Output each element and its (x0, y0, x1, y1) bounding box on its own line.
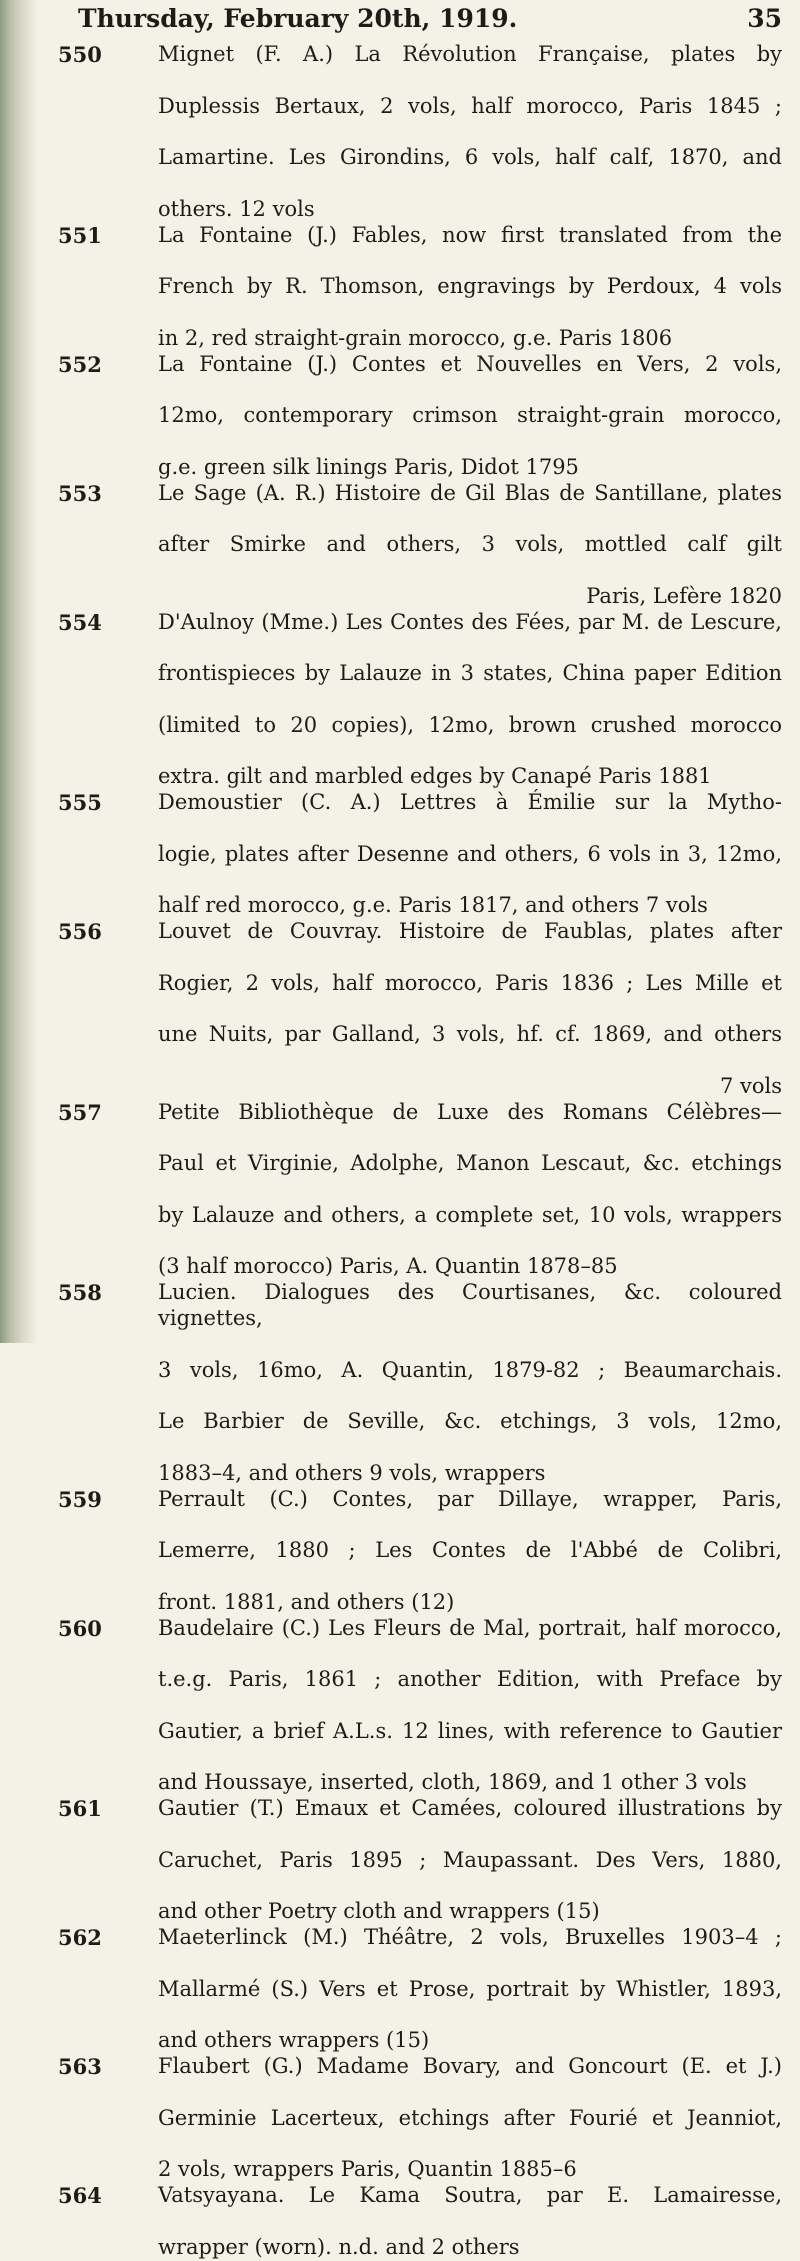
lot-entry (58, 610, 782, 791)
lot-number: 553 (58, 480, 102, 506)
lot-number: 561 (58, 1796, 102, 1822)
lot-line: and others wrappers (15) (158, 2028, 430, 2053)
lot-line: frontispieces by Lalauze in 3 states, China paper Edition (158, 661, 782, 686)
lot-line: La Fontaine (J.) Contes et Nouvelles en Vers, 2 vols, (158, 351, 782, 376)
lot-line: Le Barbier de Seville, &c. etchings, 3 vols, 12mo, (158, 1409, 782, 1434)
lot-line: others. 12 vols (158, 196, 315, 221)
lot-line: La Fontaine (J.) Fables, now first translated from the (158, 222, 782, 247)
lot-number: 560 (58, 1615, 102, 1641)
lot-line: Petite Bibliothèque de Luxe des Romans Célèbres— (158, 1099, 782, 1124)
lot-entry (58, 1280, 782, 1486)
lot-number: 551 (58, 222, 102, 248)
lot-entry (58, 223, 782, 352)
lot-entry (58, 481, 782, 610)
lot-entry (58, 2183, 782, 2260)
lot-line: Maeterlinck (M.) Théâtre, 2 vols, Bruxelles 1903–4 ; (158, 1925, 782, 1950)
lot-number: 558 (58, 1280, 102, 1306)
lot-line: Demoustier (C. A.) Lettres à Émilie sur la Mytho- (158, 790, 782, 815)
lot-line: (limited to 20 copies), 12mo, brown crushed morocco (158, 712, 782, 737)
lot-line: logie, plates after Desenne and others, 6 vols in 3, 12mo, (158, 841, 782, 866)
lot-number: 559 (58, 1486, 102, 1512)
lot-line: Vatsyayana. Le Kama Soutra, par E. Lamairesse, (158, 2183, 782, 2208)
lot-line: Paris, Lefère 1820 (586, 583, 782, 608)
lot-line: Flaubert (G.) Madame Bovary, and Goncourt (E. et J.) (158, 2054, 782, 2079)
lot-number: 563 (58, 2054, 102, 2080)
lot-line: 1883–4, and others 9 vols, wrappers (158, 1460, 546, 1485)
header-date: Thursday, February 20th, 1919. (78, 4, 518, 33)
lot-line: D'Aulnoy (Mme.) Les Contes des Fées, par M. de Lescure, (158, 609, 782, 634)
lot-line: 3 vols, 16mo, A. Quantin, 1879-82 ; Beaumarchais. (158, 1357, 782, 1382)
lot-line: une Nuits, par Galland, 3 vols, hf. cf. 1869, and others (158, 1022, 782, 1047)
lot-line: Mallarmé (S.) Vers et Prose, portrait by Whistler, 1893, (158, 1976, 782, 2001)
lot-line: Mignet (F. A.) La Révolution Française, plates by (158, 42, 782, 66)
lot-list (58, 42, 782, 2261)
lot-line: and Houssaye, inserted, cloth, 1869, and 1 other 3 vols (158, 1770, 747, 1795)
catalogue-page (58, 4, 782, 2261)
lot-entry (58, 1487, 782, 1616)
lot-line: front. 1881, and others (12) (158, 1589, 455, 1614)
lot-line: wrapper (worn). n.d. and 2 others (158, 2234, 520, 2259)
lot-line: 7 vols (719, 1073, 782, 1098)
lot-line: in 2, red straight-grain morocco, g.e. Paris 1806 (158, 325, 673, 350)
lot-number: 557 (58, 1099, 102, 1125)
running-header (58, 4, 782, 40)
lot-line: Lemerre, 1880 ; Les Contes de l'Abbé de Colibri, (158, 1538, 782, 1563)
lot-entry (58, 42, 782, 223)
page-number: 35 (747, 4, 782, 33)
lot-entry (58, 1796, 782, 1925)
lot-line: Perrault (C.) Contes, par Dillaye, wrapper, Paris, (158, 1486, 782, 1511)
page-edge-shadow (0, 0, 38, 1343)
lot-line: 12mo, contemporary crimson straight-grain morocco, (158, 403, 782, 428)
lot-entry (58, 919, 782, 1100)
lot-line: Gautier (T.) Emaux et Camées, coloured illustrations by (158, 1796, 782, 1821)
lot-line: and other Poetry cloth and wrappers (15) (158, 1899, 600, 1924)
lot-line: Louvet de Couvray. Histoire de Faublas, plates after (158, 919, 782, 944)
lot-line: French by R. Thomson, engravings by Perdoux, 4 vols (158, 274, 782, 299)
lot-line: 2 vols, wrappers Paris, Quantin 1885–6 (158, 2157, 577, 2182)
lot-number: 552 (58, 351, 102, 377)
lot-line: Baudelaire (C.) Les Fleurs de Mal, portrait, half morocco, (158, 1615, 782, 1640)
lot-number: 550 (58, 42, 102, 67)
lot-line: Lamartine. Les Girondins, 6 vols, half calf, 1870, and (158, 145, 782, 170)
lot-line: by Lalauze and others, a complete set, 10 vols, wrappers (158, 1202, 782, 1227)
lot-entry (58, 352, 782, 481)
lot-line: Caruchet, Paris 1895 ; Maupassant. Des Vers, 1880, (158, 1847, 782, 1872)
lot-line: (3 half morocco) Paris, A. Quantin 1878–85 (158, 1254, 618, 1279)
lot-number: 562 (58, 1925, 102, 1951)
lot-number: 554 (58, 609, 102, 635)
lot-entry (58, 2054, 782, 2183)
lot-entry (58, 790, 782, 919)
lot-number: 556 (58, 919, 102, 945)
lot-entry (58, 1925, 782, 2054)
lot-line: Germinie Lacerteux, etchings after Fourié et Jeanniot, (158, 2105, 782, 2130)
lot-line: Gautier, a brief A.L.s. 12 lines, with reference to Gautier (158, 1718, 782, 1743)
lot-number: 564 (58, 2183, 102, 2209)
lot-line: Rogier, 2 vols, half morocco, Paris 1836 ; Les Mille et (158, 970, 782, 995)
lot-line: half red morocco, g.e. Paris 1817, and others 7 vols (158, 893, 708, 918)
lot-line: Paul et Virginie, Adolphe, Manon Lescaut, &c. etchings (158, 1151, 782, 1176)
lot-line: extra. gilt and marbled edges by Canapé Paris 1881 (158, 764, 712, 789)
lot-line: g.e. green silk linings Paris, Didot 1795 (158, 454, 579, 479)
lot-entry (58, 1100, 782, 1281)
lot-line: t.e.g. Paris, 1861 ; another Edition, with Preface by (158, 1667, 782, 1692)
lot-entry (58, 1616, 782, 1797)
lot-line: Lucien. Dialogues des Courtisanes, &c. coloured vignettes, (158, 1280, 782, 1331)
lot-line: after Smirke and others, 3 vols, mottled calf gilt (158, 532, 782, 557)
lot-line: Duplessis Bertaux, 2 vols, half morocco, Paris 1845 ; (158, 93, 782, 118)
lot-number: 555 (58, 790, 102, 816)
lot-line: Le Sage (A. R.) Histoire de Gil Blas de Santillane, plates (158, 480, 782, 505)
